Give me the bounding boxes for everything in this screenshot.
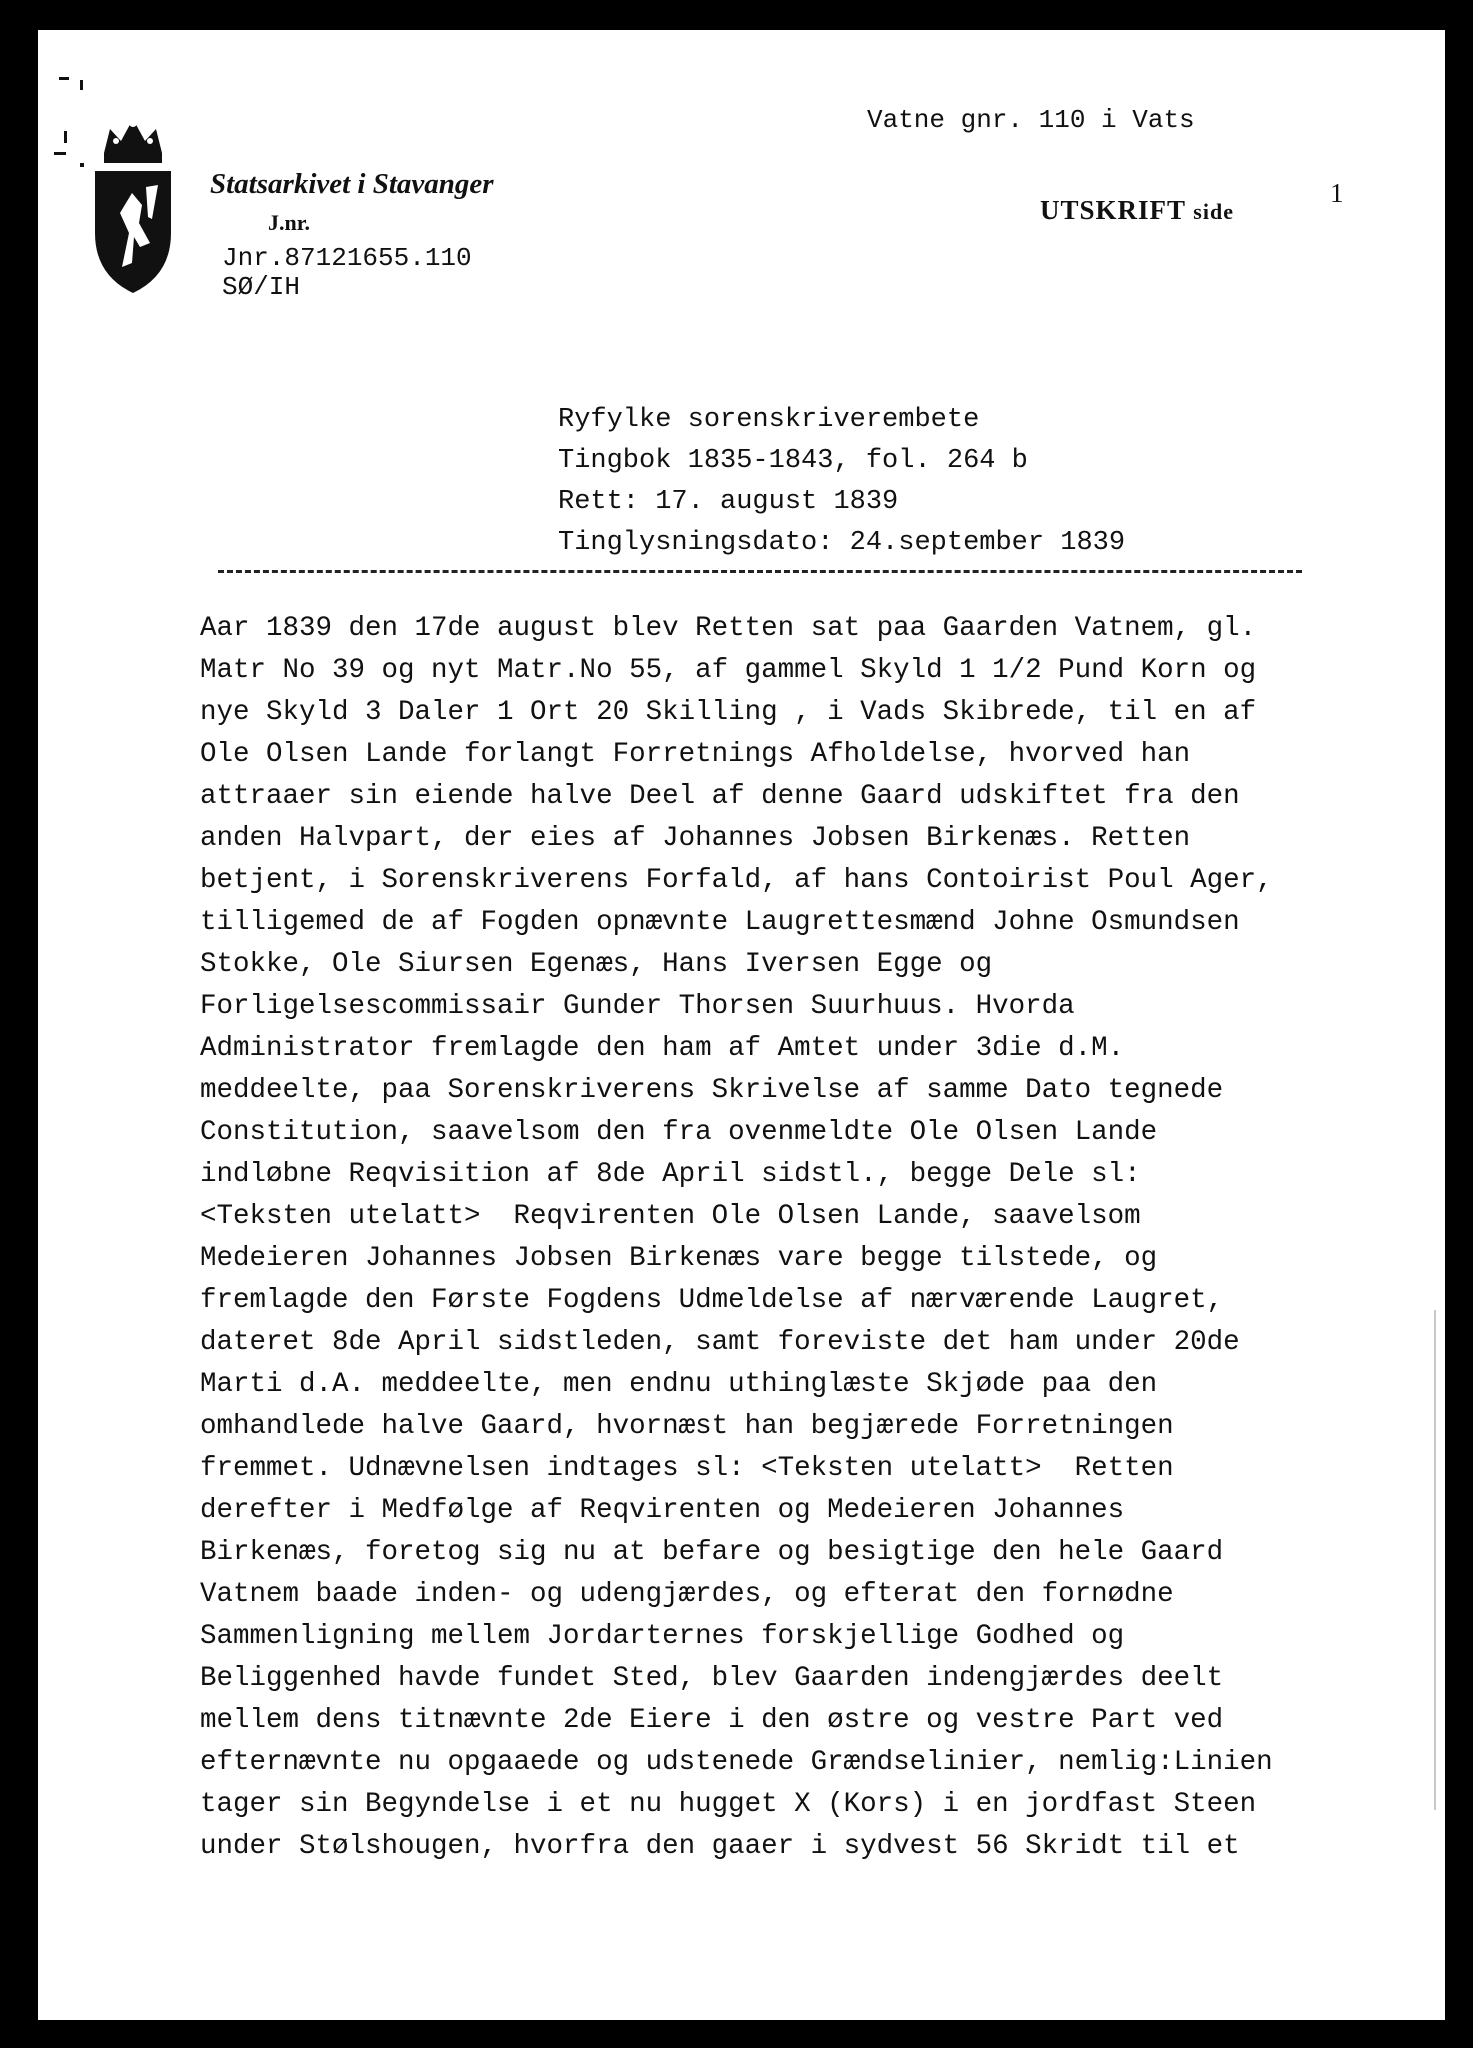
utskrift-label: UTSKRIFT xyxy=(1040,195,1186,225)
text-line: Ole Olsen Lande forlangt Forretnings Afholdelse, hvorved han xyxy=(200,739,1191,770)
scan-edge-line xyxy=(1434,1310,1436,1810)
text-line: Birkenæs, foretog sig nu at befare og besigtige den hele Gaard xyxy=(200,1537,1224,1568)
source-line: Tingbok 1835-1843, fol. 264 b xyxy=(558,446,1028,476)
text-line: omhandlede halve Gaard, hvornæst han begjærede Forretningen xyxy=(200,1411,1174,1442)
coat-of-arms-icon xyxy=(92,115,174,295)
text-line: betjent, i Sorenskriverens Forfald, af hans Contoirist Poul Ager, xyxy=(200,865,1273,896)
text-line: Forligelsescommissair Gunder Thorsen Suurhuus. Hvorda xyxy=(200,991,1075,1022)
text-line: under Stølshougen, hvorfra den gaaer i sydvest 56 Skridt til et xyxy=(200,1831,1240,1862)
scan-mark xyxy=(59,77,69,80)
signature-initials: SØ/IH xyxy=(222,272,301,302)
text-line: fremmet. Udnævnelsen indtages sl: <Teksten utelatt> Retten xyxy=(200,1453,1174,1484)
text-line: <Teksten utelatt> Reqvirenten Ole Olsen Lande, saavelsom xyxy=(200,1201,1141,1232)
source-line: Rett: 17. august 1839 xyxy=(558,487,899,517)
text-line: efternævnte nu opgaaede og udstenede Grændselinier, nemlig:Linien xyxy=(200,1747,1273,1778)
text-line: Aar 1839 den 17de august blev Retten sat paa Gaarden Vatnem, gl. xyxy=(200,613,1257,644)
source-line: Tinglysningsdato: 24.september 1839 xyxy=(558,528,1126,558)
utskrift-heading xyxy=(1040,195,1234,226)
source-block xyxy=(558,400,1125,564)
jnr-label: J.nr. xyxy=(268,210,310,235)
scan-mark xyxy=(64,131,67,143)
text-line: mellem dens titnævnte 2de Eiere i den østre og vestre Part ved xyxy=(200,1705,1224,1736)
text-line: fremlagde den Første Fogdens Udmeldelse af nærværende Laugret, xyxy=(200,1285,1224,1316)
text-line: Sammenligning mellem Jordarternes forskjellige Godhed og xyxy=(200,1621,1125,1652)
text-line: Vatnem baade inden- og udengjærdes, og efterat den fornødne xyxy=(200,1579,1174,1610)
text-line: attraaer sin eiende halve Deel af denne Gaard udskiftet fra den xyxy=(200,781,1240,812)
text-line: nye Skyld 3 Daler 1 Ort 20 Skilling , i Vads Skibrede, til en af xyxy=(200,697,1257,728)
source-line: Ryfylke sorenskriverembete xyxy=(558,405,980,435)
scan-mark xyxy=(80,163,84,167)
archive-name: Statsarkivet i Stavanger xyxy=(210,168,494,200)
text-line: meddeelte, paa Sorenskriverens Skrivelse af samme Dato tegnede xyxy=(200,1075,1224,1106)
transcript-body xyxy=(200,608,1350,1868)
side-label: side xyxy=(1193,199,1234,224)
text-line: tager sin Begyndelse i et nu hugget X (Kors) i en jordfast Steen xyxy=(200,1789,1257,1820)
scan-mark xyxy=(80,80,83,90)
text-line: tilligemed de af Fogden opnævnte Laugrettesmænd Johne Osmundsen xyxy=(200,907,1240,938)
text-line: Marti d.A. meddeelte, men endnu uthinglæste Skjøde paa den xyxy=(200,1369,1158,1400)
text-line: indløbne Reqvisition af 8de April sidstl., begge Dele sl: xyxy=(200,1159,1141,1190)
scan-mark xyxy=(54,152,66,155)
text-line: Beliggenhed havde fundet Sted, blev Gaarden indengjærdes deelt xyxy=(200,1663,1224,1694)
text-line: dateret 8de April sidstleden, samt foreviste det ham under 20de xyxy=(200,1327,1240,1358)
text-line: anden Halvpart, der eies af Johannes Jobsen Birkenæs. Retten xyxy=(200,823,1191,854)
journal-number: Jnr.87121655.110 xyxy=(222,243,472,273)
dashed-divider xyxy=(218,570,1302,573)
text-line: Administrator fremlagde den ham af Amtet under 3die d.M. xyxy=(200,1033,1125,1064)
page-number: 1 xyxy=(1330,178,1344,208)
text-line: derefter i Medfølge af Reqvirenten og Medeieren Johannes xyxy=(200,1495,1125,1526)
text-line: Constitution, saavelsom den fra ovenmeldte Ole Olsen Lande xyxy=(200,1117,1158,1148)
property-reference: Vatne gnr. 110 i Vats xyxy=(867,105,1195,135)
text-line: Medeieren Johannes Jobsen Birkenæs vare begge tilstede, og xyxy=(200,1243,1158,1274)
text-line: Stokke, Ole Siursen Egenæs, Hans Iversen Egge og xyxy=(200,949,993,980)
text-line: Matr No 39 og nyt Matr.No 55, af gammel Skyld 1 1/2 Pund Korn og xyxy=(200,655,1257,686)
